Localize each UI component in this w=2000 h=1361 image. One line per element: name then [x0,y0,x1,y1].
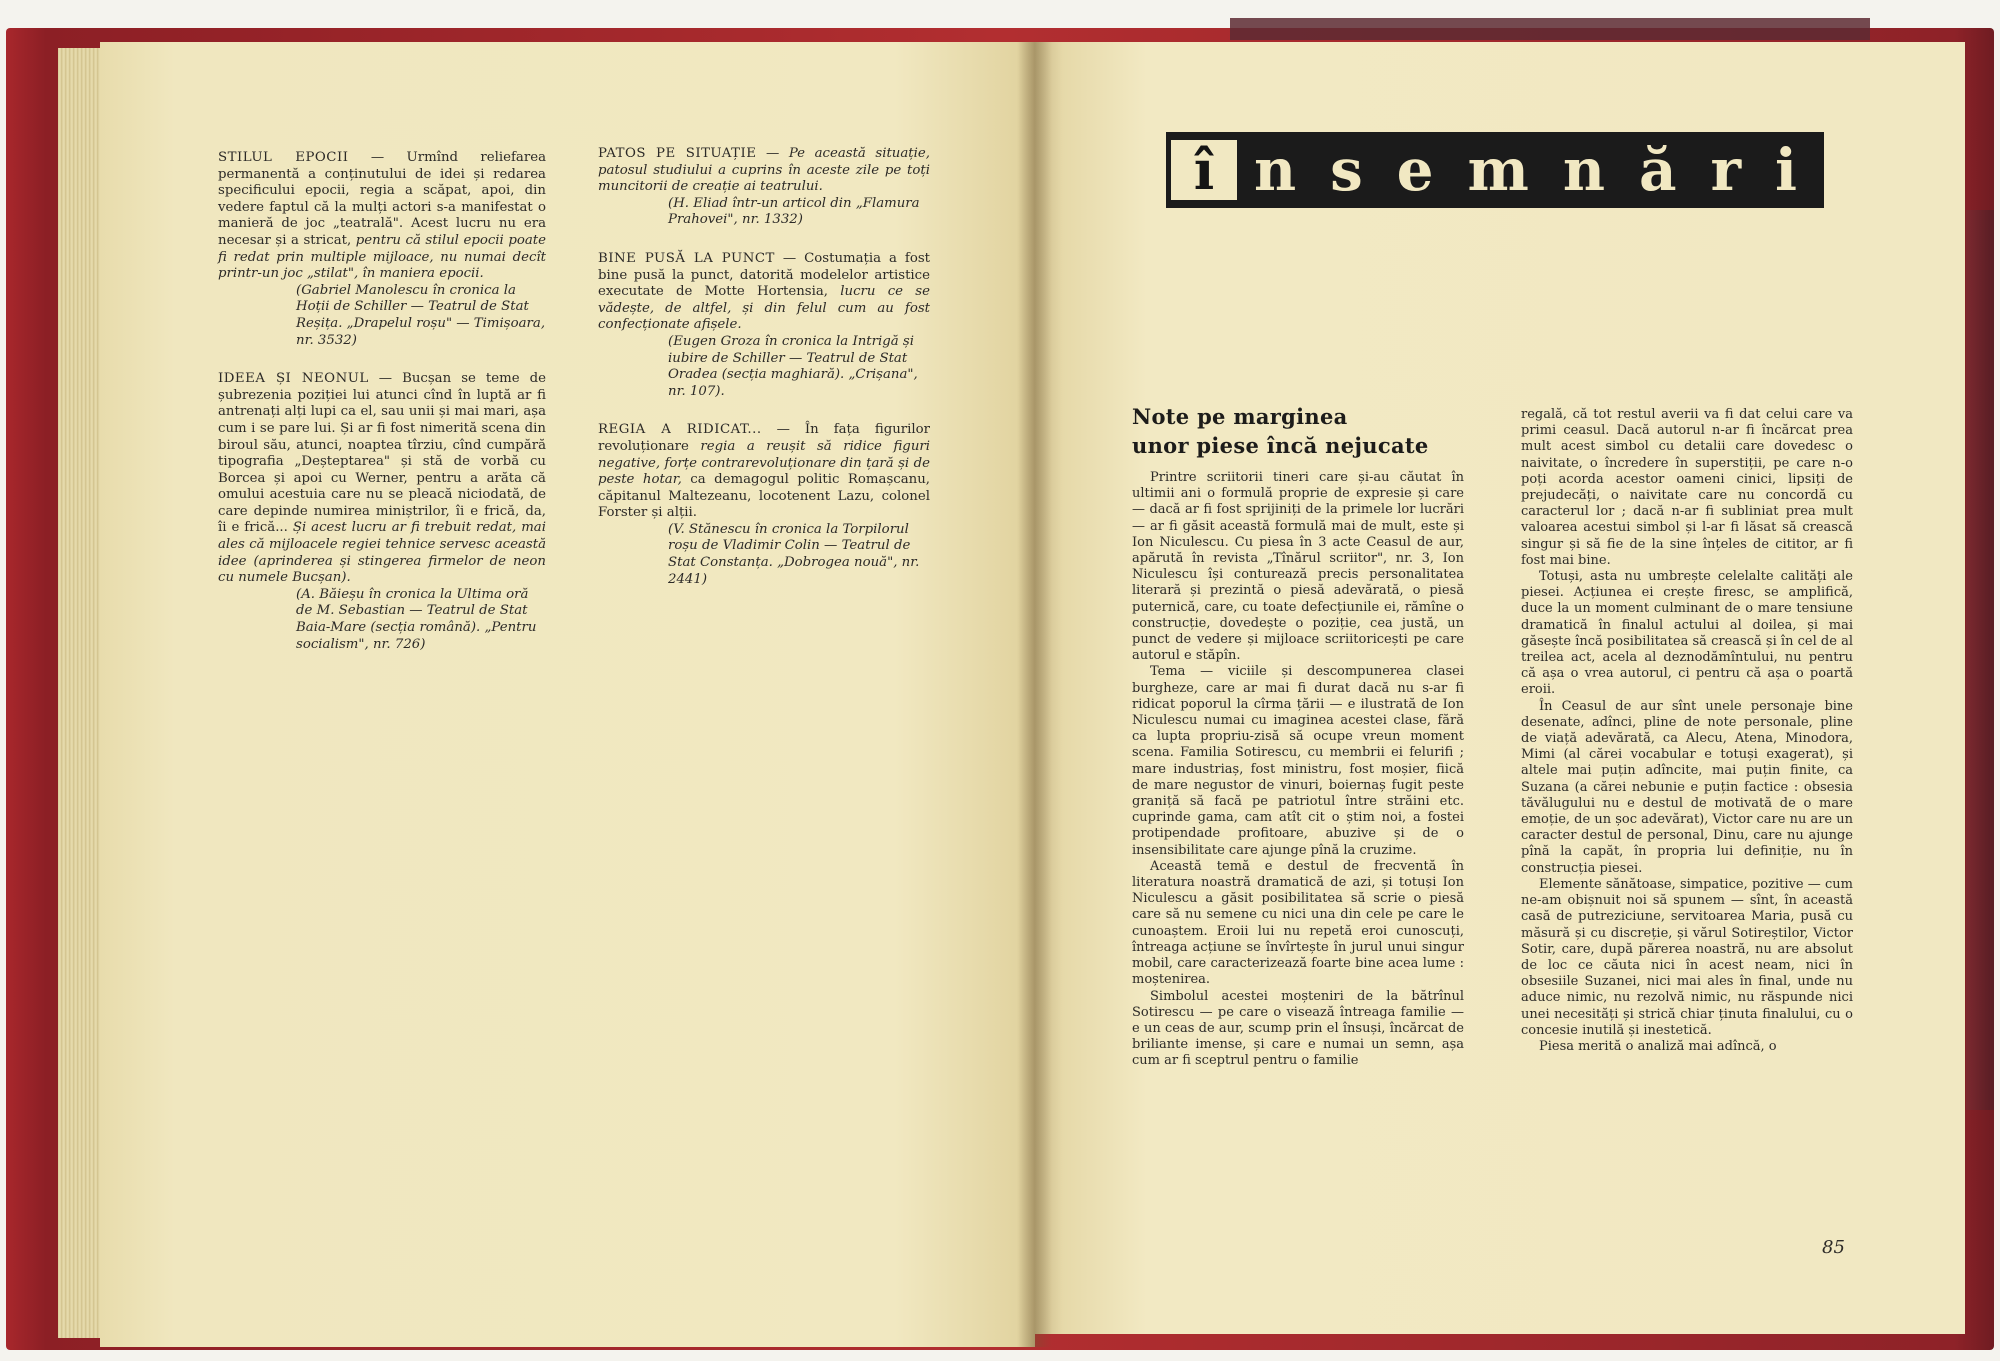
banner-letter: e [1396,136,1434,204]
entry-body-italic: pentru că stilul epocii poate fi redat prin multiple mijloace, nu numai decît printr-un joc „stilat", în maniera epocii. [218,232,546,282]
book-gutter [1018,42,1052,1347]
entry-source: (Eugen Groza în cronica la Intrigă și iubire de Schiller — Teatrul de Stat Oradea (secția maghiară). „Crișana", nr. 107). [668,333,918,399]
entry-body-italic: lucru ce se vădește, de altfel, și din felul cum au fost confecționate afișele. [598,284,930,333]
banner-letter: m [1467,136,1529,204]
entry-source: (A. Băieșu în cronica la Ultima oră de M. Sebastian — Teatrul de Stat Baia-Mare (secția română). „Pentru socialism", nr. 726) [296,586,537,652]
quote-entry [598,146,930,229]
article-paragraph: Această temă e destul de frecventă în literatura noastră dramatică de azi, și totuși Ion Niculescu a găsit posibilitatea să scrie o piesă care să nu semene cu nici una din cele pe care le cunoaștem. Eroii lui nu repetă eroi cunoscuți, întreaga acțiune se învîrtește în jurul unui singur mobil, care caracterizează foarte bine acea lume : moștenirea. [1132,858,1464,988]
section-banner [1166,132,1824,208]
quote-entry [218,150,546,349]
entry-source: (H. Eliad într-un articol din „Flamura Prahovei", nr. 1332) [668,195,920,228]
entry-body-end: ca demagogul politic Romașcanu, căpitanul Maltezeanu, locotenent Lazu, colonel Forster și alții. [598,472,930,521]
banner-letters [1237,136,1824,204]
entry-heading: BINE PUSĂ LA PUNCT [598,250,775,266]
article-paragraph: Totuși, asta nu umbrește celelalte calități ale piesei. Acțiunea ei crește firesc, se amplifică, duce la un moment culminant de o mare tensiune dramatică în finalul actului al doilea, și mai găsește încă posibilitatea să crească și în cel de al treilea act, acela al deznodămîntului, nu pentru că așa o vrea autorul, ci pentru că așa o poartă eroii. [1521,569,1853,698]
article-title-line: unor piese încă nejucate [1132,433,1429,458]
entry-heading: REGIA A RIDICAT... [598,422,762,438]
article-paragraph: regală, că tot restul averii va fi dat celui care va primi ceasul. Dacă autorul n-ar fi încărcat prea mult acest simbol cu detalii care dovedesc o naivitate, o încredere în superstiții, pe care n-o poți acorda acestor oameni cinici, lipsiți de prejudecăți, o naivitate care nu concordă cu caracterul lor ; dacă n-ar fi subliniat prea mult valoarea acestui simbol și l-ar fi lăsat să crească singur și să fie de la sine înțeles de cititor, ar fi fost mai bine. [1521,407,1853,568]
entry-body: — [756,146,789,161]
left-page-column-1 [218,150,546,675]
entry-body: — În fața figurilor revoluționare [598,422,930,454]
article-paragraph: Printre scriitorii tineri care și-au căutat în ultimii ani o formulă proprie de expresie și care — dacă ar fi fost sprijiniți de la primele lor lucrări — ar fi găsit această formulă mai de mult, este și Ion Niculescu. Cu piesa în 3 acte Ceasul de aur, apărută în revista „Tînărul scriitor", nr. 3, Ion Niculescu își conturează precis personalitatea literară și prezintă o piesă adevărată, o piesă puternică, care, cu toate defecțiunile ei, rămîne o construcție, dovedește o poziție, cea justă, un punct de vedere și mijloace scriitoricești pe care autorul e stăpîn. [1132,470,1464,664]
entry-heading: PATOS PE SITUAȚIE [598,146,757,161]
page-number: 85 [1822,1237,1845,1258]
article-paragraph: Piesa merită o analiză mai adîncă, o [1539,1038,1777,1054]
article-title-line: Note pe marginea [1132,404,1348,429]
entry-heading: IDEEA ȘI NEONUL [218,371,369,387]
entry-body: — Bucșan se teme de șubrezenia poziției lui atunci cînd în luptă ar fi antrenați alți lupi ca el, sau unii și mai mari, așa cum i se pare lui. Și ar fi fost nimerită scena din biroul său, atunci, noaptea tîrziu, cînd cumpără tipografia „Deșteptarea" și stă de vorbă cu Borcea și apoi cu Werner, pentru a arăta că omului acestuia care nu se pleacă niciodată, de care depinde numirea miniștrilor, îi e frică, da, îi e frică... [218,371,546,536]
banner-letter: ă [1638,136,1677,204]
banner-first-letter: î [1171,140,1237,200]
cover-band [1230,18,1870,40]
entry-body: — Costumația a fost bine pusă la punct, datorită modelelor artistice executate de Motte Hortensia, [598,250,930,300]
article-paragraph: Elemente sănătoase, simpatice, pozitive — cum ne-am obișnuit noi să spunem — sînt, în această casă de putreziciune, servitoarea Maria, pusă cu măsură și cu discreție, și vărul Sotireștilor, Victor Sotir, care, după părerea noastră, nu are absolut de loc ce căuta nici în acest neam, nici în obsesiile Suzanei, nici mai ales în final, unde nu aduce nimic, nu rezolvă nimic, nu răspunde nici unei necesități și strică chiar ținuta finalului, cu o concesie inutilă și inestetică. [1521,876,1853,1038]
entry-heading: STILUL EPOCII [218,150,349,165]
right-page-column-2 [1521,407,1853,1055]
entry-body-italic: Pe această situație, patosul studiului a cuprins în aceste zile pe toți muncitorii de creație ai teatrului. [598,146,930,195]
entry-body-italic: Și acest lucru ar fi trebuit redat, mai ales că mijloacele regiei tehnice servesc această idee (aprinderea și stingerea firmelor de neon cu numele Bucșan). [218,520,546,586]
article-title [1132,402,1429,460]
quote-entry [598,422,930,588]
right-page-column-1 [1132,470,1464,1070]
article-paragraph: Simbolul acestei moșteniri de la bătrînul Sotirescu — pe care o visează întreaga familie — e un ceas de aur, scump prin el însuși, încărcat de briliante imense, și care e numai un semn, așa cum ar fi sceptrul pentru o familie [1132,988,1464,1069]
banner-letter: s [1330,136,1363,204]
article-paragraph: În Ceasul de aur sînt unele personaje bine desenate, adînci, pline de note personale, pline de viață adevărată, ca Alecu, Atena, Minodora, Mimi (al cărei vocabular e totuși exagerat), și altele mai puțin adîncite, mai puțin finite, ca Suzana (a cărei nebunie e puțin factice : obsesia tăvălugului nu e destul de motivată de o mare emoție, de un șoc adevărat), Victor care nu are un caracter destul de personal, Dinu, care nu ajunge pînă la capăt, în propria lui definiție, nu în construcția piesei. [1521,698,1853,876]
banner-letter: i [1774,136,1798,204]
entry-body: — Urmînd reliefarea permanentă a conținutului de idei și redarea specificului epocii, regia a scăpat, apoi, din vedere faptul că la mulți actori s-a manifestat o manieră de joc „teatrală". Acest lucru nu era necesar și a stricat, [218,150,546,248]
entry-source: (V. Stănescu în cronica la Torpilorul roșu de Vladimir Colin — Teatrul de Stat Constanța. „Dobrogea nouă", nr. 2441) [668,521,920,587]
left-page-column-2 [598,146,930,610]
cover-edge [1966,210,1994,1110]
article-paragraph: Tema — viciile și descompunerea clasei burgheze, care ar mai fi durat dacă nu s-ar fi ridicat poporul la cîrma țării — e ilustrată de Ion Niculescu numai cu imaginea acestei clase, fără ca lupta propriu-zisă să ocupe vreun moment scena. Familia Sotirescu, cu membrii ei felurifi ; mare industriaș, fost ministru, fost moșier, fiică de mare negustor de vinuri, boiernaș fugit peste graniță să facă pe patriotul între străini etc. cuprinde gama, cam atît cit o știm noi, a fostei protipendade profitoare, abuzive și de o insensibilitate care ajunge pînă la cruzime. [1132,664,1464,858]
banner-letter: r [1710,136,1742,204]
quote-entry [598,251,930,400]
entry-body-italic: regia a reușit să ridice figuri negative, forțe contrarevoluționare din țară și de peste hotar, [598,438,930,488]
banner-letter: n [1253,136,1297,204]
banner-letter: n [1562,136,1605,204]
quote-entry [218,371,546,653]
entry-source: (Gabriel Manolescu în cronica la Hoții de Schiller — Teatrul de Stat Reșița. „Drapelul roșu" — Timișoara, nr. 3532) [296,282,546,348]
